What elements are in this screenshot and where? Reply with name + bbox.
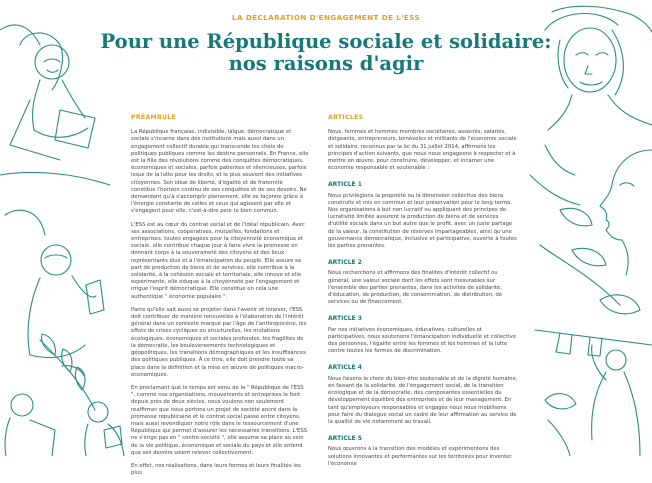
kicker-heading: LA DÉCLARATION D'ENGAGEMENT DE L'ESS [231, 13, 421, 22]
articles-intro: Nous, femmes et hommes membres sociétaires, associés, salariés, dirigeants, entrepreneurs, bénévoles et militants de l'économie sociale et solidaire, reconnus par la loi du 31 juillet 2014, affirmons les principes d'action suivants, que nous nous engageons à respecter et à mettre en œuvre, pour construire, développer, et incarner une économie responsable et soutenable : [328, 129, 517, 172]
article-text: Nous recherchons et affirmons des finalités d'intérêt collectif ou général, une valeur sociale dont les effets sont mesurables sur l'ensemble des parties prenantes, dans les activités de solidarité, d'éducation, de production, de consommation, de distribution, de services ou de financement. [328, 270, 502, 306]
person-hanging-laundry-illustration [535, 330, 652, 456]
article-title: ARTICLE 1 [328, 181, 362, 189]
plant-illustration [40, 334, 95, 410]
article-text: Par nos initiatives économiques, éducatives, culturelles et participatives, nous soutenons l'émancipation individuelle et collective des personnes, l'égalité entre les femmes et les hommes et la lutte contre toutes les formes de discrimination. [328, 326, 517, 355]
article-title: ARTICLE 5 [328, 435, 362, 443]
title-line-2: nos raisons d'agir [228, 52, 424, 75]
article-title: ARTICLE 4 [328, 364, 362, 372]
article-title: ARTICLE 2 [328, 259, 362, 267]
page-title [0, 31, 652, 75]
articles-heading: ARTICLES [328, 114, 364, 121]
article-text: Nous faisons le choix du bien-être soutenable et de la dignité humaine, en faisant de la solidarité, de l'engagement social, de la transition écologique et de la démocratie, des composantes essentielles du développement équilibré des entreprises et de leur management. En tant qu'employeurs responsables et engagés nous nous mobilisons pour faire du dialogue social un cadre de leur affirmation au service de la qualité de vie notamment au travail. [328, 375, 518, 425]
title-line-1: Pour une République sociale et solidaire: [100, 30, 552, 53]
preamble-heading: PRÉAMBULE [131, 114, 177, 121]
article-text: Nous privilégions la propriété ou la dimension collective des biens construits et mis en commun et leur préservation pour le long terme. Nos organisations à but non lucratif ou appliquant des principes de lucrativité limitée assurent la production de biens et de services d'utilité sociale dans un but autre que le profit, avec un juste partage de la valeur, la constitution de réserves impartageables, ainsi qu'une gouvernance démocratique, inclusive et participative, ouverte à toutes les parties prenantes. [328, 192, 517, 250]
preamble-paragraph: La République française, indivisible, laïque, démocratique et sociale s'incarne dans des institutions mais aussi dans un engagement collectif durable qui transcende les choix de politiques publiques comme les destins personnels. En France, elle est la fille des révolutions comme des conquêtes démocratiques, économiques et sociales, parfois patientes et silencieuses, parfois issue de la lutte pour les droits, et le plus souvent des initiatives citoyennes. Son idéal de liberté, d'égalité et de fraternité constitue l'horizon continu de ses conquêtes et de ses devoirs. Ne demandant qu'à s'accomplir pleinement, elle se façonne grâce à l'énergie constante de celles et ceux qui agissent par elle et s'engagent pour elle, c'est-à-dire pour le bien commun. [131, 129, 309, 215]
man-with-phone-illustration [5, 210, 104, 357]
preamble-paragraph: Parce qu'elle sait aussi se projeter dans l'avenir et innover, l'ESS doit contribuer de manière renouvelée à l'élaboration de l'intérêt général dans un contexte marqué par l'âge de l'anthropocène, les effets de crises cycliques ou structurelles, les mutations écologiques, économiques et sociales profondes, les fragilités de la démocratie, les bouleversements technologiques et géopolitiques, les transitions démographiques et les insuffisances des politiques publiques. À ce titre, elle doit prendre toute sa place dans la définition et la mise en œuvre de politiques macro-économiques. [131, 306, 307, 378]
preamble-column [131, 114, 309, 483]
leaves-illustration [540, 208, 640, 313]
articles-column [328, 114, 520, 474]
preamble-paragraph: L'ESS est au cœur du contrat social et de l'idéal républicain. Avec ses associations, coopératives, mutuelles, fondations et entreprises, toutes engagées pour la citoyenneté économique et sociale, elle contribue chaque jour à faire vivre la promesse en donnant corps à la souveraineté des citoyens et des lieux représentants élus et à l'émancipation du peuple. Elle assure sa part de production de biens et de services, elle contribue à la solidarité, à la cohésion sociale et territoriale, elle innove et elle expérimente, elle éduque à la citoyenneté par l'engagement et irrigue l'esprit démocratique. Elle constitue en cela une authentique " économie populaire ". [131, 221, 305, 300]
article-text: Nous œuvrons à la transition des modèles et expérimentons des solutions innovantes et performantes sur les territoires pour inventer l'économie [328, 446, 512, 467]
preamble-paragraph: En proclamant que le temps est venu de la " République de l'ESS ", comme nos organisations, mouvements et entreprises le font depuis près de deux siècles, nous voulons non seulement réaffirmer que nous portons un projet de société ancré dans la promesse républicaine et le contrat social passé entre citoyens, mais aussi revendiquer notre rôle dans le ressourcement d'une République qui permet d'assurer les nécessaires transitions. L'ESS ne s'érige pas en " contre-société ", elle assume sa place au sein de la vie politique, économique et sociale du pays et elle entend que ses devoirs soient relever collectivement. [131, 384, 308, 456]
profile-face-illustration [530, 145, 652, 275]
preamble-paragraph: En effet, nos réalisations, dans leurs formes et leurs finalités les plus [131, 462, 301, 477]
people-with-books-illustration [5, 394, 124, 456]
article-title: ARTICLE 3 [328, 315, 362, 323]
